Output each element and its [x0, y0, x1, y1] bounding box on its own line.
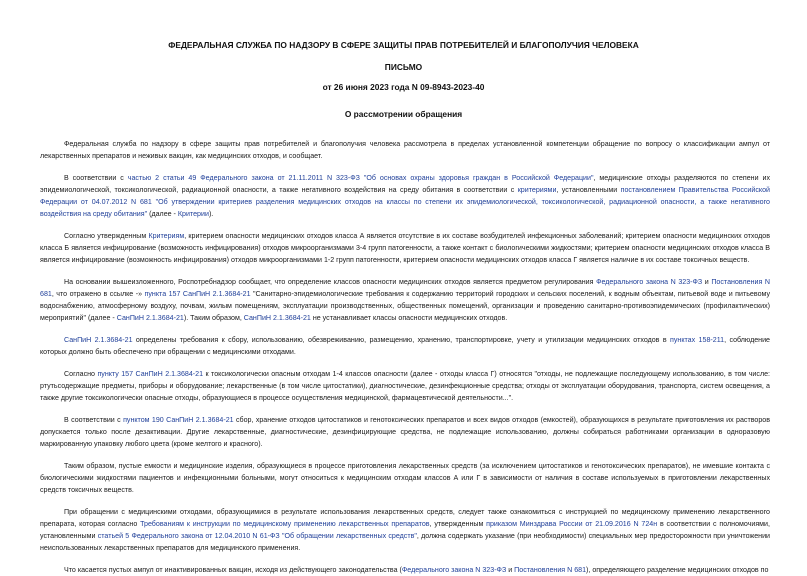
text: не устанавливает классы опасности медицинских отходов.	[310, 314, 508, 322]
text: Согласно	[64, 370, 98, 378]
text: сбор, хранение отходов цитостатиков и генотоксических препаратов и всех видов отходов (емкостей), образующихся в результате приготовления их растворов допускается только после дезактивации. Другие лекарственные, диагностические, дезинфицирующие средства, не подлежащие использованию, должны собираться работниками организации в одноразовую маркированную упаковку любого цвета (кроме желтого и красного).	[40, 416, 771, 448]
paragraph-9	[40, 506, 770, 554]
link-sanpin-item-157[interactable]: пункту 157 СанПиН 2.1.3684-21	[97, 370, 204, 378]
paragraph-10	[40, 564, 770, 576]
text: Федеральная служба по надзору в сфере защиты прав потребителей и благополучия человека рассмотрела в пределах установленной компетенции обращение по вопросу о классификации ампул от лекарственных препаратов и неживых вакцин, как медицинских отходов, и сообщает.	[40, 140, 770, 160]
link-law-323[interactable]: Федерального закона N 323-ФЗ	[596, 278, 703, 286]
text: "Санитарно-эпидемиологические требования к содержанию территорий городских и сельских поселений, к водным объектам, питьевой воде и питьевому водоснабжению, атмосферному воздуху, почвам, жилым помещениям, эксплуатации производственных, общественных помещений, организации и проведению санитарно-противоэпидемических (профилактических) мероприятий" (далее -	[40, 290, 771, 322]
document-body	[40, 138, 770, 576]
paragraph-5	[40, 334, 770, 358]
text: При обращении с медицинскими отходами, образующимися в результате использования лекарственных средств, следует также ознакомиться с инструкцией по медицинскому применению лекарственного препарата, которая согласно	[40, 508, 770, 528]
text: ).	[208, 210, 214, 218]
text: В соответствии с	[64, 416, 124, 424]
text: ), определяющего разделение медицинских отходов по	[586, 566, 769, 574]
document-subject: О рассмотрении обращения	[344, 109, 463, 119]
text: Таким образом, пустые емкости и медицинские изделия, образующиеся в процессе приготовления лекарственных средств (за исключением цитостатиков и генотоксических препаратов), не имевшие контакта с биологическими жидкостями пациентов и инфекционными больными, могут относиться к медицинским отходам классов А или Г в зависимости от наличия в составе используемых в приготовлении лекарственных средств токсичных веществ.	[40, 462, 770, 494]
link-law-323[interactable]: Федерального закона N 323-ФЗ	[401, 566, 507, 574]
paragraph-6	[40, 368, 770, 404]
text: Что касается пустых ампул от инактивированных вакцин, исходя из действующего законодательства (	[64, 566, 402, 574]
link-criteria[interactable]: Критериям	[148, 232, 185, 240]
text: определены требования к сбору, использованию, обезвреживанию, размещению, хранению, транспортировке, учету и утилизации медицинских отходов в	[132, 336, 671, 344]
paragraph-7	[40, 414, 770, 450]
link-sanpin[interactable]: СанПиН 2.1.3684-21	[243, 314, 311, 322]
link-resolution-681[interactable]: Постановления N 681	[514, 566, 587, 574]
text: в соответствии с полномочиями, установленными	[40, 520, 770, 540]
text: Согласно утвержденным	[64, 232, 149, 240]
link-order-724n[interactable]: приказом Минздрава России от 21.09.2016 N 724н	[486, 520, 658, 528]
agency-title: ФЕДЕРАЛЬНАЯ СЛУЖБА ПО НАДЗОРУ В СФЕРЕ ЗАЩИТЫ ПРАВ ПОТРЕБИТЕЛЕЙ И БЛАГОПОЛУЧИЯ ЧЕЛОВЕКА	[168, 40, 639, 50]
link-sanpin[interactable]: СанПиН 2.1.3684-21	[64, 336, 133, 344]
text: , медицинские отходы разделяются по степени их эпидемиологической, токсикологической, радиационной опасности, а также негативного воздействия на среду обитания в соответствии с	[40, 174, 770, 194]
text: ). Таким образом,	[183, 314, 244, 322]
text: и	[702, 278, 712, 286]
link-instruction-requirements[interactable]: Требованиям к инструкции по медицинскому применению лекарственных препаратов	[140, 520, 430, 528]
text: к токсикологически опасным отходам 1-4 классов опасности (далее - отходы класса Г) относятся "отходы, не подлежащие последующему использованию, в том числе: ртутьсодержащие предметы, приборы и оборудование; лекарственные (в том числе цитостатики), диагностические, дезинфекционные средства; отходы от эксплуатации оборудования, транспорта, систем освещения, а также другие токсикологически опасные отходы, образующиеся в процессе осуществления медицинской, фармацевтической деятельности...".	[40, 370, 771, 402]
text: , соблюдение которых должно быть обеспечено при обращении с медицинскими отходами.	[40, 336, 770, 356]
link-criteria[interactable]: критериями	[517, 186, 557, 194]
link-resolution-681[interactable]: постановлением Правительства Российской Федерации от 04.07.2012 N 681 "Об утверждении критериев разделения медицинских отходов на классы по степени их эпидемиологической, токсикологической, радиационной опасности, а также негативного воздействия на среду обитания"	[40, 186, 770, 218]
paragraph-2	[40, 172, 770, 220]
text: (далее -	[147, 210, 178, 218]
document-date-number: от 26 июня 2023 года N 09-8943-2023-40	[322, 82, 485, 92]
link-law-323-article-49[interactable]: частью 2 статьи 49 Федерального закона от 21.11.2011 N 323-ФЗ "Об основах охраны здоровья граждан в Российской Федерации"	[127, 174, 594, 182]
paragraph-8	[40, 460, 770, 496]
link-resolution-681[interactable]: Постановления N 681	[40, 278, 770, 298]
document-type: ПИСЬМО	[384, 62, 423, 72]
text: На основании вышеизложенного, Роспотребнадзор сообщает, что определение классов опасности медицинских отходов является предметом регулирования	[64, 278, 597, 286]
link-law-61-article-5[interactable]: статьей 5 Федерального закона от 12.04.2010 N 61-ФЗ "Об обращении лекарственных средств"	[97, 532, 417, 540]
link-sanpin[interactable]: СанПиН 2.1.3684-21	[116, 314, 184, 322]
link-sanpin-items-158-211[interactable]: пунктах 158-211	[670, 336, 725, 344]
paragraph-4	[40, 276, 770, 324]
paragraph-1	[40, 138, 770, 162]
text: и	[506, 566, 515, 574]
text: , что отражено в ссылке -»	[51, 290, 145, 298]
text: , должна содержать указание (при необходимости) специальных мер предосторожности при уничтожении неиспользованных лекарственных препаратов для медицинского применения.	[40, 532, 770, 552]
paragraph-3	[40, 230, 770, 266]
text: , утвержденным	[429, 520, 487, 528]
text: , критерием опасности медицинских отходов класса А является отсутствие в их составе возбудителей инфекционных заболеваний; критерием опасности медицинских отходов класса Б является инфицирование (возможность инфицирования) отходов микроорганизмами 3-4 групп патогенности, а также контакт с биологическими жидкостями; критерием опасности медицинских отходов класса В является инфицирование (возможность инфицирования) отходов микроорганизмами 1-2 групп патогенности, критерием опасности медицинских отходов класса Г является наличие в их составе токсичных веществ.	[40, 232, 770, 264]
text: В соответствии с	[64, 174, 128, 182]
link-criteria-short[interactable]: Критерии	[177, 210, 209, 218]
link-sanpin-item-157[interactable]: пункта 157 СанПиН 2.1.3684-21	[144, 290, 251, 298]
text: , установленными	[556, 186, 621, 194]
link-sanpin-item-190[interactable]: пунктом 190 СанПиН 2.1.3684-21	[123, 416, 234, 424]
